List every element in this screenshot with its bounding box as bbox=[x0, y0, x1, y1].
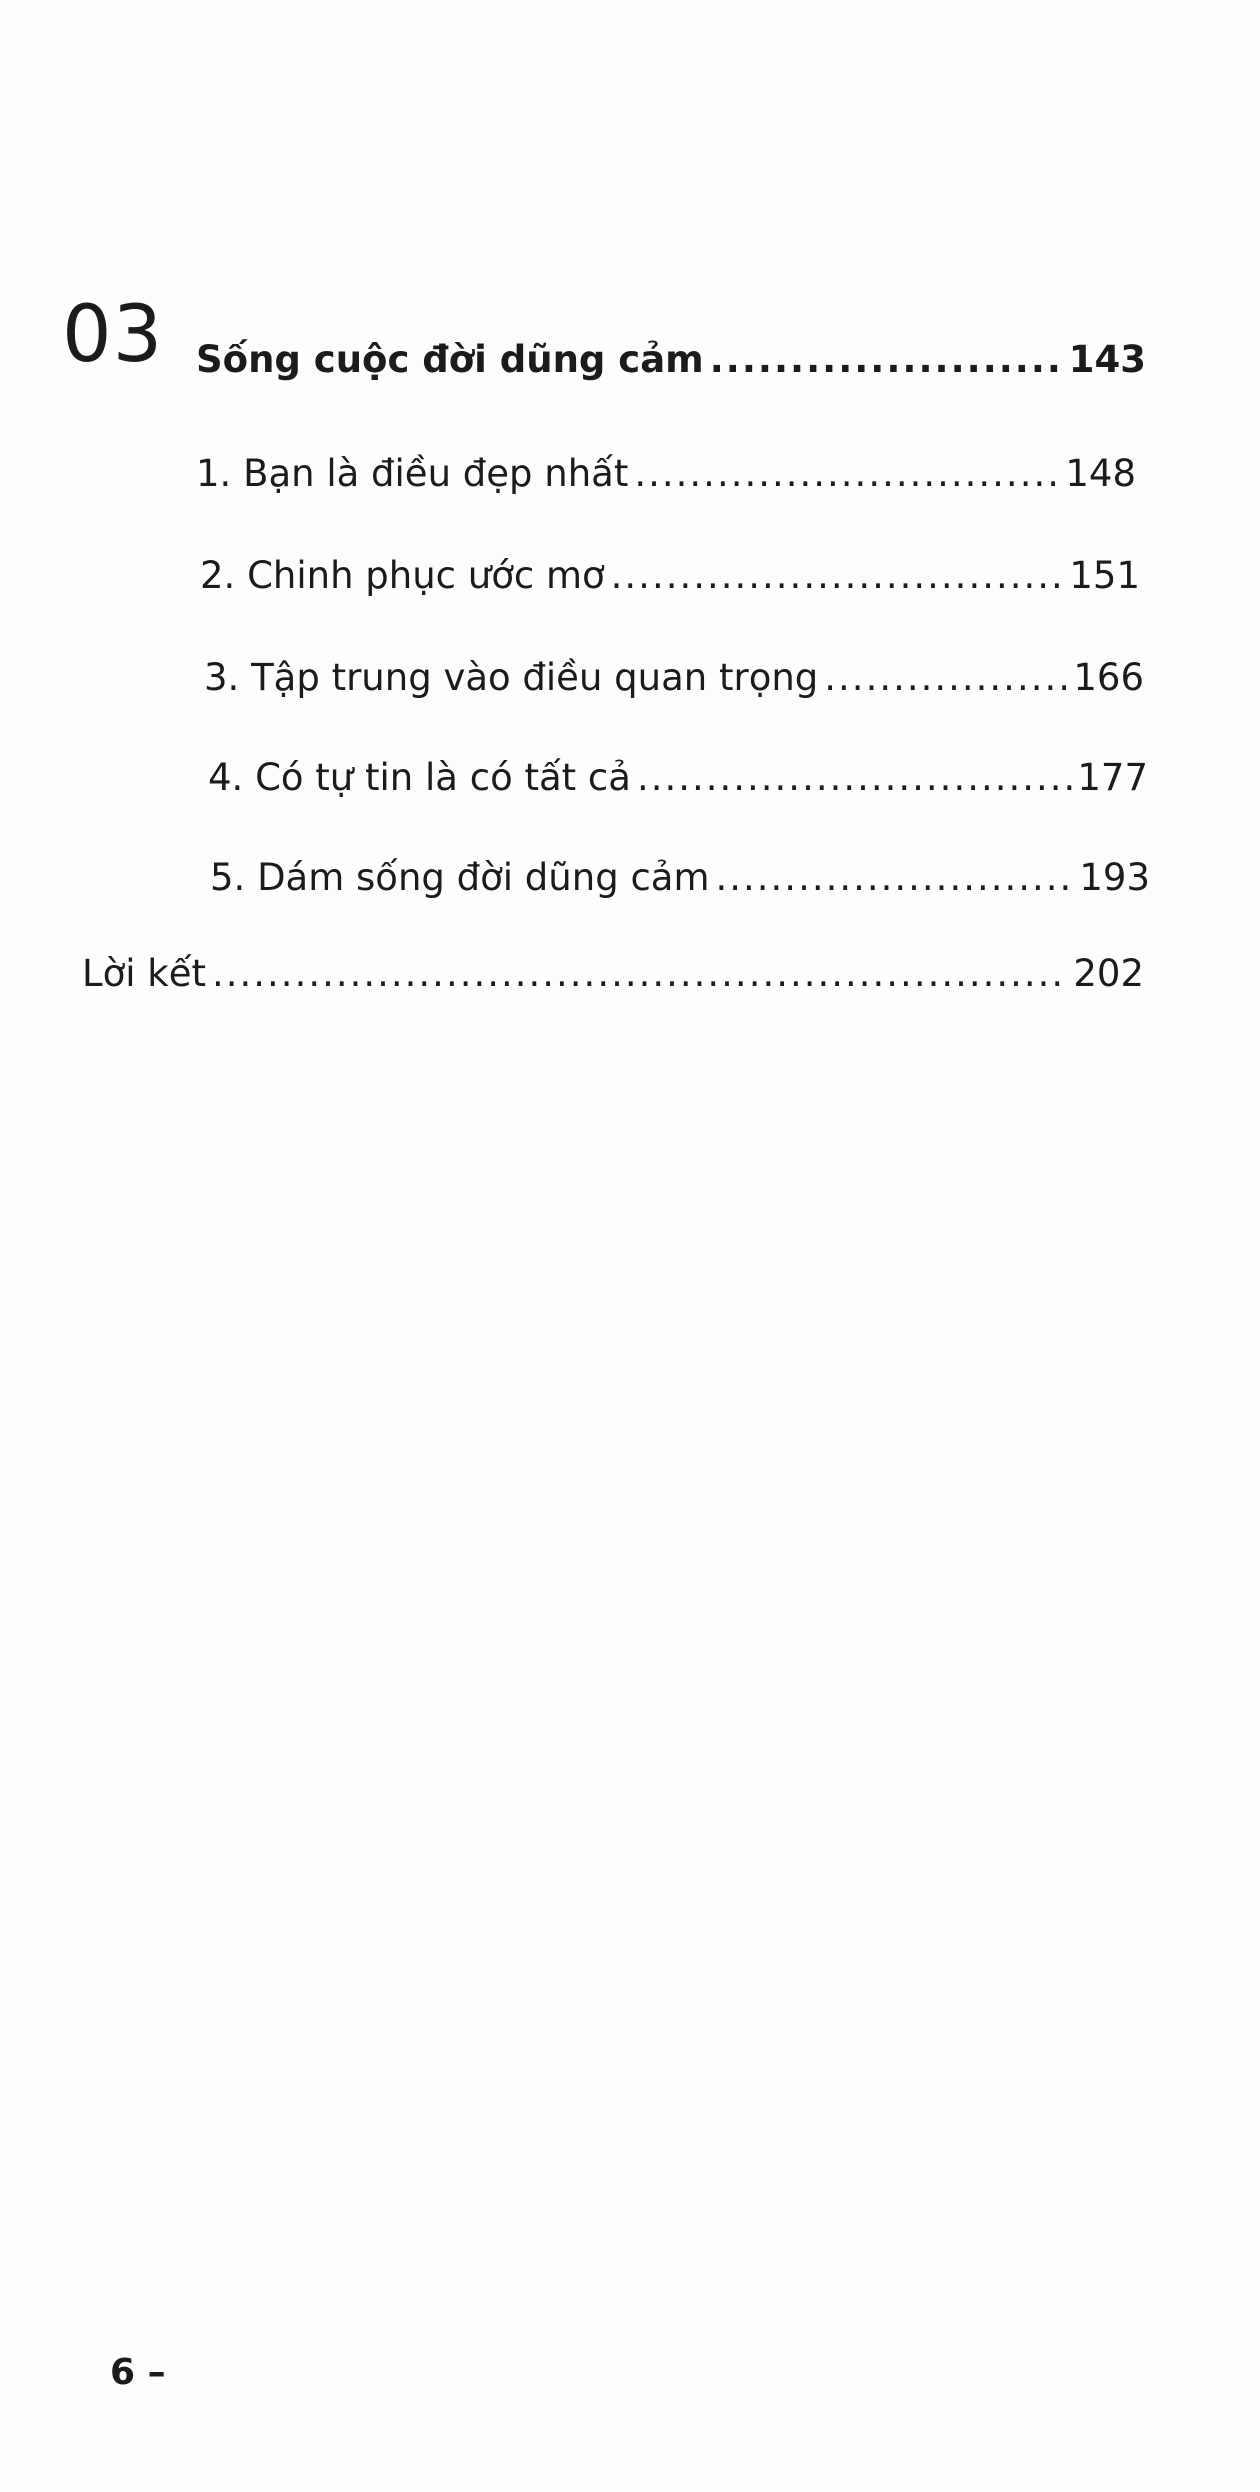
dot-leader bbox=[212, 952, 1069, 995]
toc-section-entry[interactable] bbox=[210, 856, 1150, 899]
section-page-number: 193 bbox=[1079, 856, 1150, 899]
section-title: 4. Có tự tin là có tất cả bbox=[208, 756, 631, 799]
toc-section-entry[interactable] bbox=[208, 756, 1148, 799]
dot-leader bbox=[634, 452, 1061, 495]
section-page-number: 148 bbox=[1065, 452, 1136, 495]
closing-title: Lời kết bbox=[82, 952, 206, 995]
dot-leader bbox=[824, 656, 1069, 699]
chapter-page-number: 143 bbox=[1068, 338, 1146, 381]
section-title: 3. Tập trung vào điều quan trọng bbox=[204, 656, 819, 699]
dot-leader bbox=[710, 338, 1065, 381]
page-number-footer: 6 – bbox=[110, 2352, 166, 2393]
toc-section-entry[interactable] bbox=[196, 452, 1136, 495]
section-title: 2. Chinh phục ước mơ bbox=[200, 554, 605, 597]
closing-page-number: 202 bbox=[1073, 952, 1144, 995]
chapter-number: 03 bbox=[62, 290, 164, 380]
dot-leader bbox=[637, 756, 1073, 799]
toc-section-entry[interactable] bbox=[204, 656, 1144, 699]
section-page-number: 151 bbox=[1069, 554, 1140, 597]
section-page-number: 177 bbox=[1077, 756, 1148, 799]
toc-closing-entry[interactable] bbox=[82, 952, 1144, 995]
dot-leader bbox=[611, 554, 1066, 597]
section-page-number: 166 bbox=[1073, 656, 1144, 699]
dot-leader bbox=[716, 856, 1076, 899]
chapter-title: Sống cuộc đời dũng cảm bbox=[196, 338, 704, 381]
toc-section-entry[interactable] bbox=[200, 554, 1140, 597]
toc-chapter-entry[interactable] bbox=[196, 338, 1146, 381]
section-title: 1. Bạn là điều đẹp nhất bbox=[196, 452, 629, 495]
section-title: 5. Dám sống đời dũng cảm bbox=[210, 856, 710, 899]
